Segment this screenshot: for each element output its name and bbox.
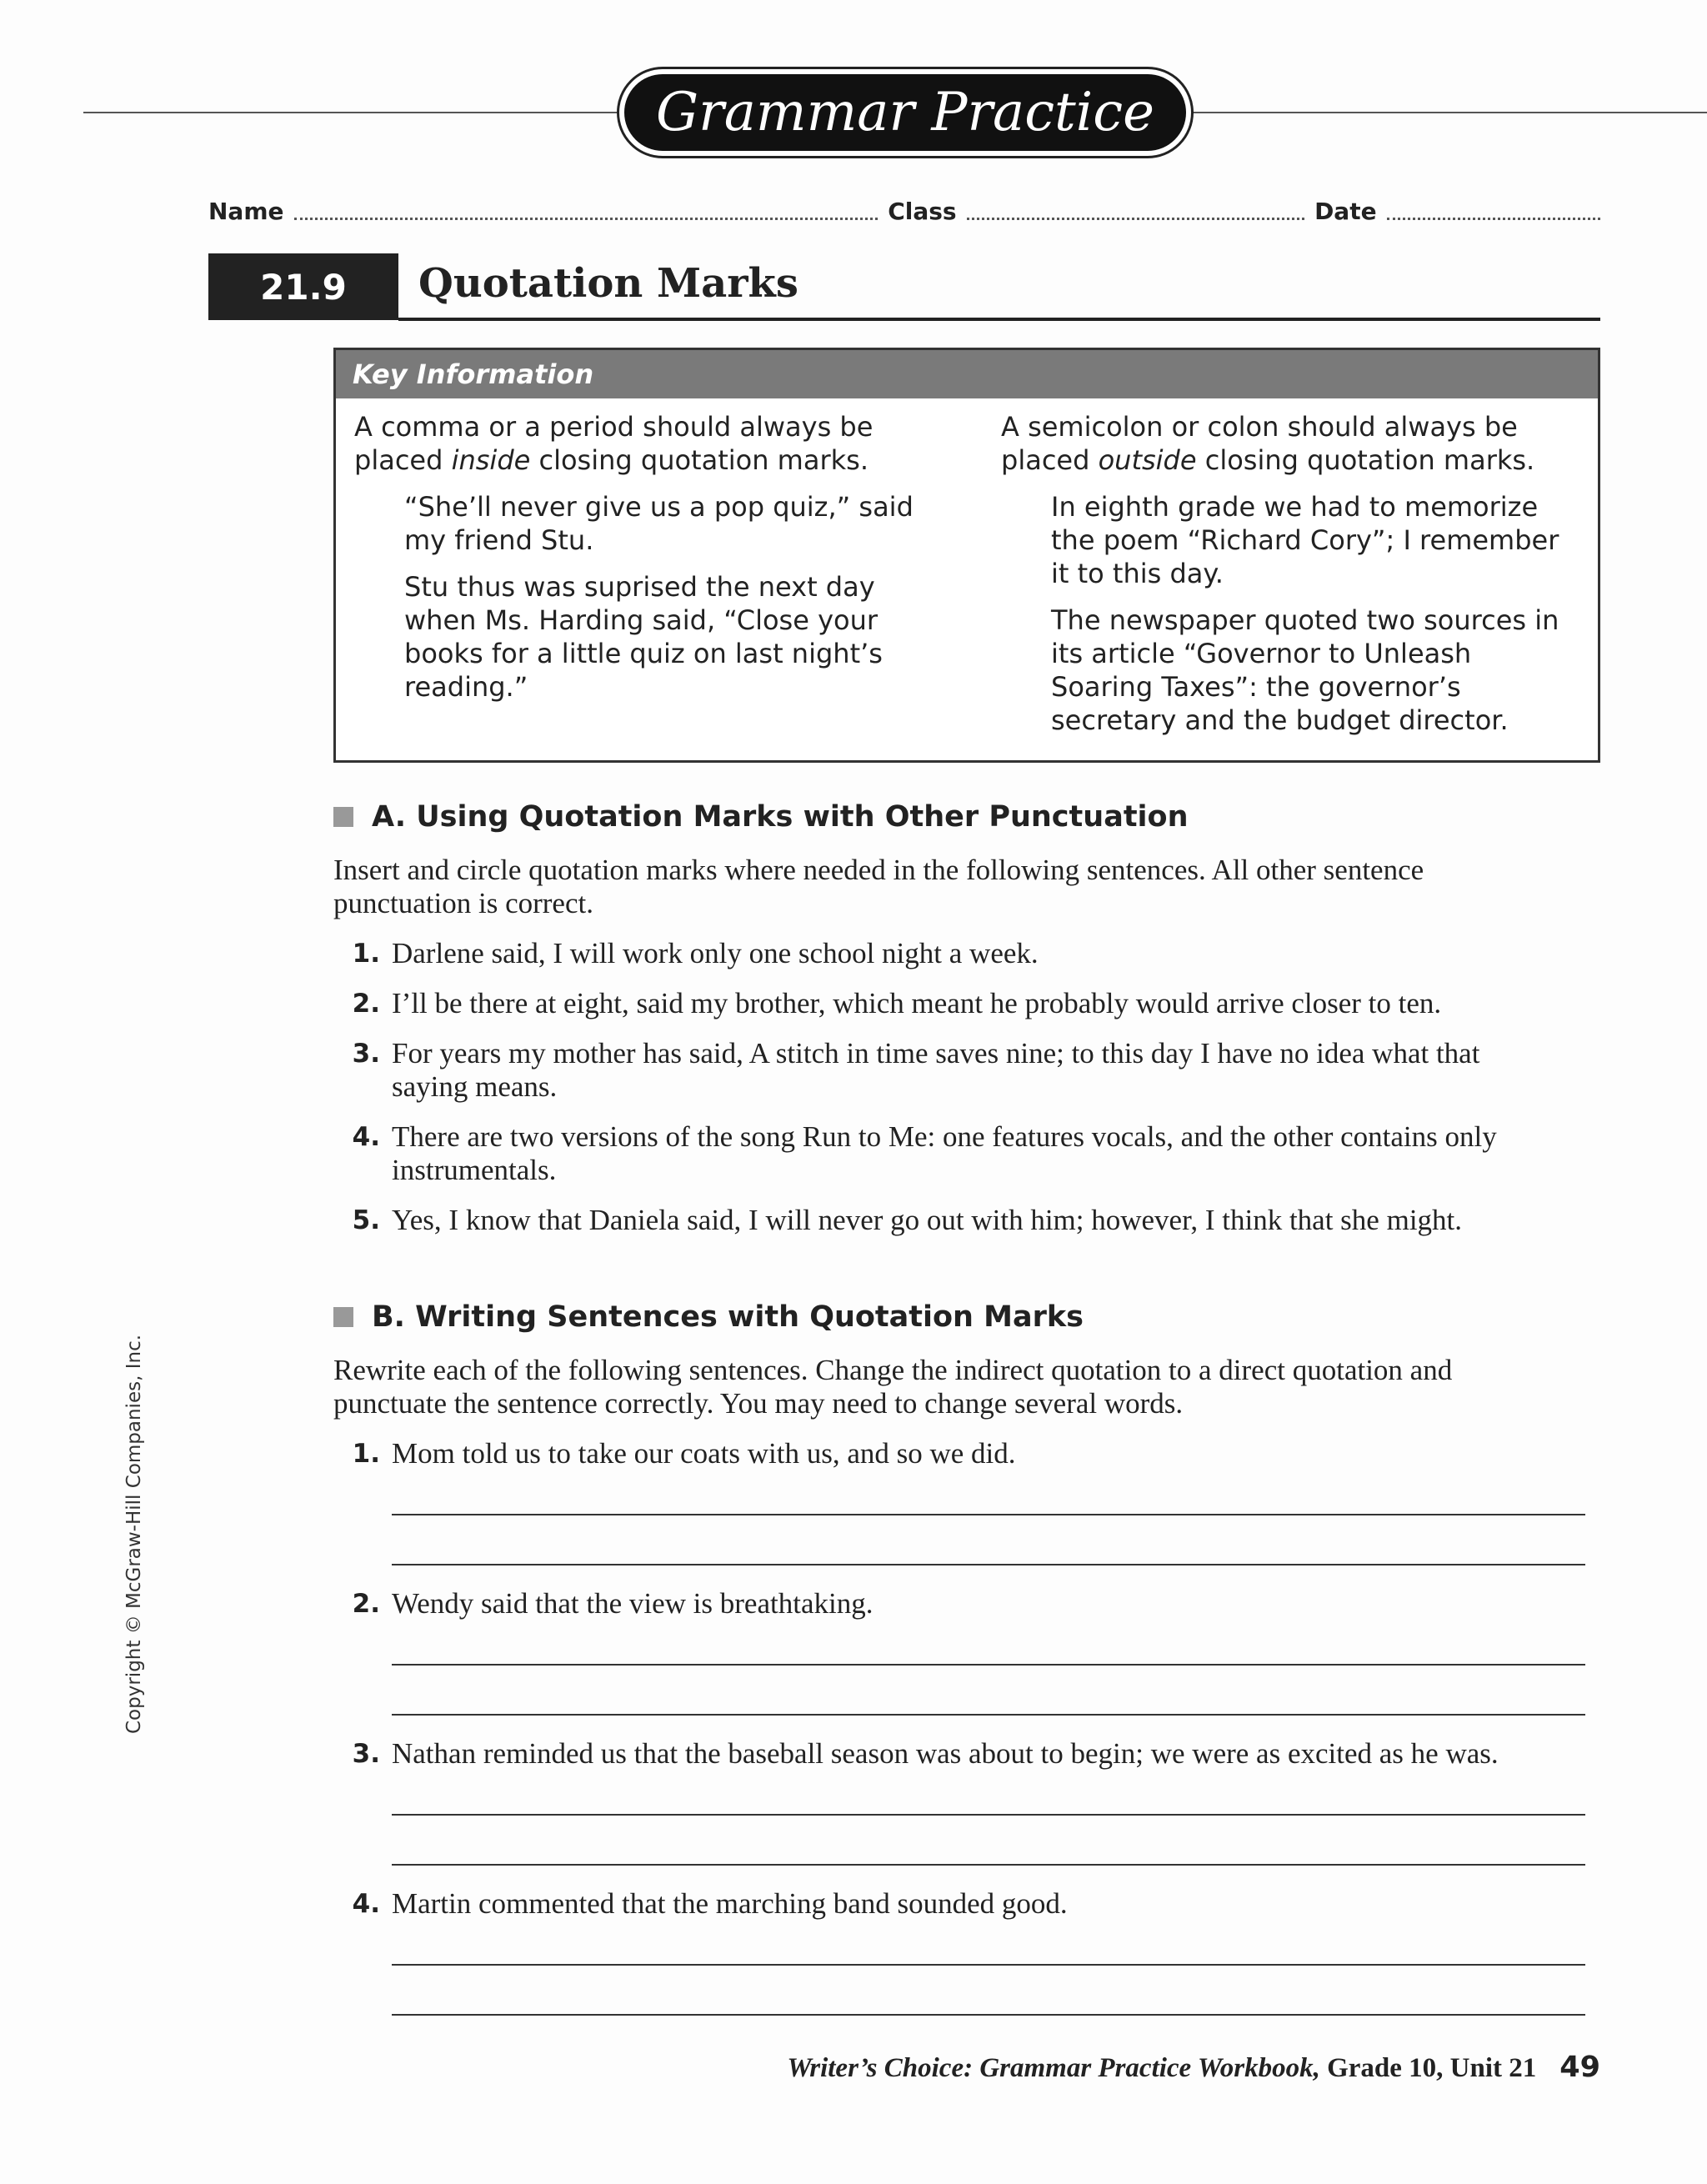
- exercise-a-item: 5. Yes, I know that Daniela said, I will never go out with him; however, I think that she might.: [352, 1204, 1463, 1236]
- lesson-title: Quotation Marks: [418, 260, 798, 307]
- key-information-box: [333, 348, 1600, 763]
- key-example: “She’ll never give us a pop quiz,” said my friend Stu.: [404, 491, 914, 556]
- key-example: In eighth grade we had to memorize the poem “Richard Cory”; I remember it to this day.: [1051, 491, 1559, 589]
- square-bullet-icon: [333, 807, 353, 827]
- key-info-right-column: [1001, 410, 1576, 750]
- lesson-rule: [398, 318, 1600, 321]
- answer-line[interactable]: [392, 1664, 1585, 1666]
- key-rule-semicolon-colon: A semicolon or colon should always be placed outside closing quotation marks.: [1001, 411, 1535, 476]
- lesson-header: [208, 253, 1600, 320]
- banner-rule-left: [83, 112, 621, 113]
- key-example: The newspaper quoted two sources in its article “Governor to Unleash Soaring Taxes”: the governor’s secretary and the budget director.: [1051, 604, 1559, 736]
- footer-grade-unit: Grade 10, Unit 21: [1319, 2053, 1537, 2083]
- page-footer: [783, 2051, 1600, 2084]
- section-a-instructions: Insert and circle quotation marks where needed in the following sentences. All other sentence punctuation is correct.: [333, 854, 1424, 919]
- exercise-a-item: 4. There are two versions of the song Run to Me: one features vocals, and the other contains only instrumentals.: [352, 1120, 1497, 1186]
- key-rule-comma-period: A comma or a period should always be placed inside closing quotation marks.: [354, 411, 874, 476]
- student-info-row: [208, 192, 1600, 225]
- section-a-heading: A. Using Quotation Marks with Other Punctuation: [333, 800, 1189, 834]
- exercise-b-item: 3. Nathan reminded us that the baseball season was about to begin; we were as excited as he was.: [352, 1737, 1499, 1770]
- answer-line[interactable]: [392, 1964, 1585, 1966]
- exercise-b-item: 2. Wendy said that the view is breathtaking.: [352, 1587, 874, 1620]
- lesson-number: 21.9: [208, 253, 398, 320]
- answer-line[interactable]: [392, 1514, 1585, 1515]
- page-number: 49: [1559, 2051, 1600, 2084]
- answer-line[interactable]: [392, 1564, 1585, 1565]
- name-label: Name: [208, 198, 284, 225]
- date-label: Date: [1314, 198, 1377, 225]
- exercise-b-item: 4. Martin commented that the marching band sounded good.: [352, 1887, 1068, 1920]
- footer-book-title: Writer’s Choice: Grammar Practice Workbook,: [787, 2053, 1320, 2083]
- exercise-b-item: 1. Mom told us to take our coats with us, and so we did.: [352, 1437, 1016, 1470]
- copyright-notice: Copyright © McGraw-Hill Companies, Inc.: [123, 1334, 145, 1734]
- square-bullet-icon: [333, 1307, 353, 1327]
- answer-line[interactable]: [392, 1814, 1585, 1816]
- answer-line[interactable]: [392, 1864, 1585, 1866]
- banner-rule-right: [1192, 112, 1707, 113]
- name-field[interactable]: [294, 218, 879, 220]
- exercise-a-item: 3. For years my mother has said, A stitch in time saves nine; to this day I have no idea what that saying means.: [352, 1037, 1480, 1103]
- key-information-heading: Key Information: [336, 350, 1598, 398]
- answer-line[interactable]: [392, 1714, 1585, 1716]
- class-field[interactable]: [967, 218, 1305, 220]
- key-example: Stu thus was suprised the next day when Ms. Harding said, “Close your books for a little quiz on last night’s reading.”: [404, 571, 883, 703]
- key-info-left-column: [354, 410, 954, 717]
- section-b-instructions: Rewrite each of the following sentences. Change the indirect quotation to a direct quotation and punctuate the sentence correctly. You may need to change several words.: [333, 1354, 1453, 1420]
- answer-line[interactable]: [392, 2014, 1585, 2016]
- section-b-heading: B. Writing Sentences with Quotation Marks: [333, 1300, 1084, 1334]
- banner-title: Grammar Practice: [624, 74, 1186, 151]
- banner: [617, 67, 1194, 158]
- exercise-a-item: 1. Darlene said, I will work only one school night a week.: [352, 937, 1039, 969]
- class-label: Class: [888, 198, 957, 225]
- exercise-a-item: 2. I’ll be there at eight, said my brother, which meant he probably would arrive closer to ten.: [352, 987, 1442, 1019]
- date-field[interactable]: [1387, 218, 1600, 220]
